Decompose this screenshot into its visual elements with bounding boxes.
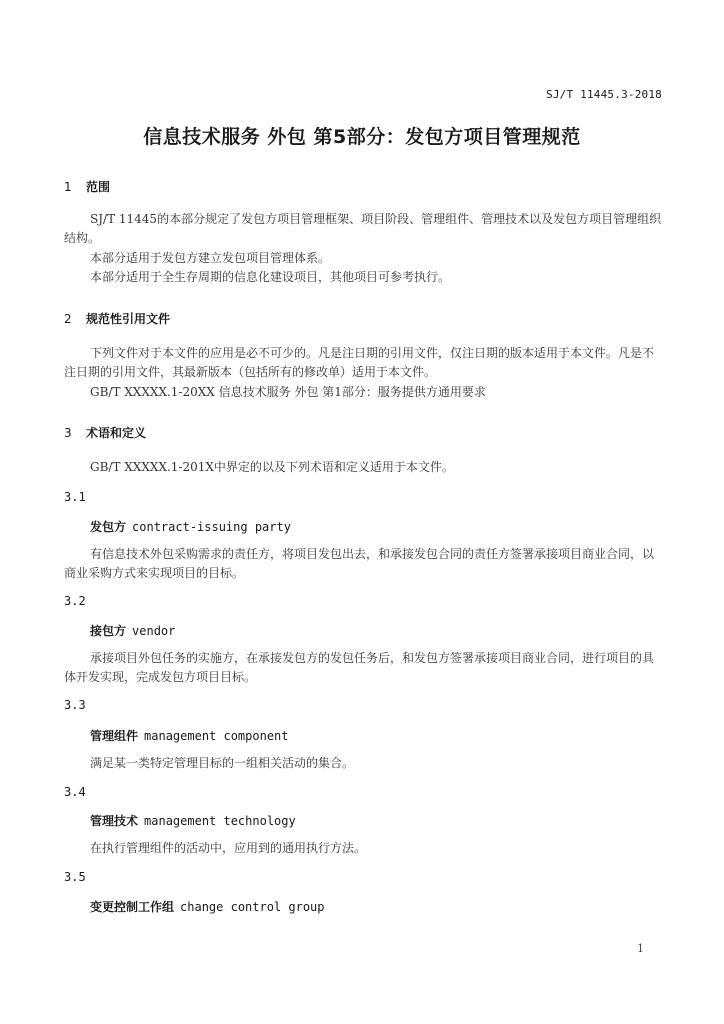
section-title: 术语和定义 — [86, 426, 147, 440]
term-number: 3.3 — [64, 698, 86, 712]
page-number: 1 — [637, 942, 644, 955]
term-zh: 管理技术 — [90, 814, 139, 828]
term-en: management technology — [144, 814, 296, 828]
term-en: vendor — [132, 624, 176, 638]
paragraph: 本部分适用于全生存周期的信息化建设项目，其他项目可参考执行。 — [90, 270, 451, 284]
term-zh: 接包方 — [90, 624, 127, 638]
paragraph: 下列文件对于本文件的应用是必不可少的。凡是注日期的引用文件，仅注日期的版本适用于本文件。凡是不注日期的引用文件，其最新版本（包括所有的修改单）适用于本文件。 — [64, 346, 655, 379]
term-zh: 发包方 — [90, 520, 127, 534]
section-heading-normative-references — [64, 310, 170, 327]
term-definition: 有信息技术外包采购需求的责任方，将项目发包出去，和承接发包合同的责任方签署承接项目商业合同，以商业采购方式来实现项目的目标。 — [64, 547, 655, 580]
term-zh: 变更控制工作组 — [90, 900, 175, 914]
section-title: 范围 — [86, 180, 111, 194]
term-number: 3.5 — [64, 870, 86, 884]
standard-code: SJ/T 11445.3-2018 — [546, 88, 662, 101]
term-number: 3.1 — [64, 490, 86, 504]
term-en: management component — [144, 729, 289, 743]
section-number: 2 — [64, 312, 72, 326]
term-number: 3.4 — [64, 785, 86, 799]
term-title — [90, 518, 291, 535]
paragraph: 本部分适用于发包方建立发包项目管理体系。 — [90, 251, 331, 265]
term-title — [90, 898, 325, 915]
paragraph: GB/T XXXXX.1-201X中界定的以及下列术语和定义适用于本文件。 — [90, 460, 454, 474]
term-title — [90, 727, 289, 744]
reference-entry: GB/T XXXXX.1-20XX 信息技术服务 外包 第1部分：服务提供方通用要求 — [90, 385, 486, 399]
term-definition: 满足某一类特定管理目标的一组相关活动的集合。 — [90, 756, 355, 770]
term-zh: 管理组件 — [90, 729, 139, 743]
section-heading-terms-definitions — [64, 424, 146, 441]
term-en: contract-issuing party — [132, 520, 291, 534]
section-number: 3 — [64, 426, 72, 440]
term-title — [90, 622, 175, 639]
section-heading-scope — [64, 178, 110, 195]
paragraph: SJ/T 11445的本部分规定了发包方项目管理框架、项目阶段、管理组件、管理技术以及发包方项目管理组织结构。 — [64, 212, 662, 245]
term-title — [90, 812, 296, 829]
term-definition: 承接项目外包任务的实施方，在承接发包方的发包任务后，和发包方签署承接项目商业合同，进行项目的具体开发实现，完成发包方项目目标。 — [64, 651, 655, 684]
section-number: 1 — [64, 180, 72, 194]
term-en: change control group — [180, 900, 325, 914]
term-definition: 在执行管理组件的活动中，应用到的通用执行方法。 — [90, 841, 367, 855]
term-number: 3.2 — [64, 594, 86, 608]
section-title: 规范性引用文件 — [86, 312, 171, 326]
document-title: 信息技术服务 外包 第5部分：发包方项目管理规范 — [143, 126, 581, 148]
